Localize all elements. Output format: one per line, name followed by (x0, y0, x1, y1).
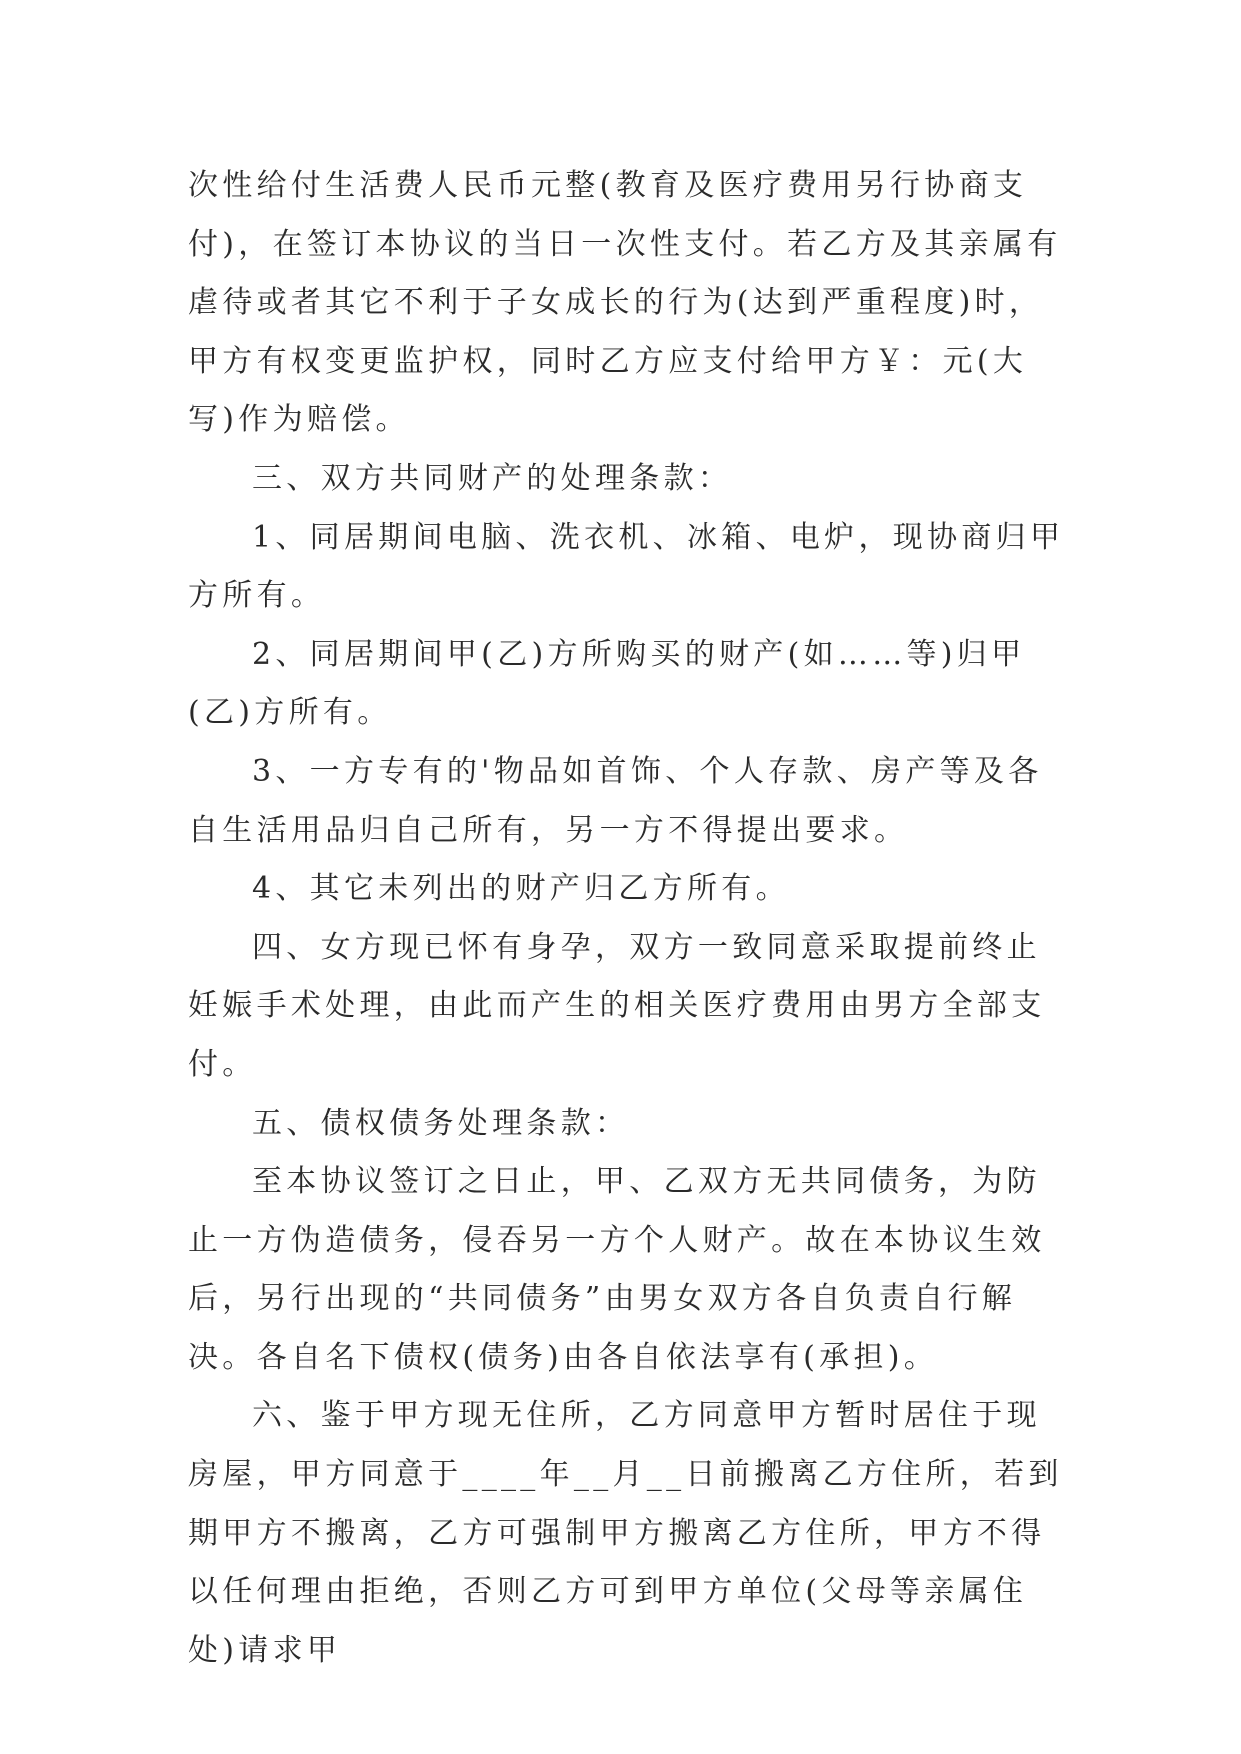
paragraph-living-expenses: 次性给付生活费人民币元整(教育及医疗费用另行协商支付)，在签订本协议的当日一次性支付。若乙方及其亲属有虐待或者其它不利于子女成长的行为(达到严重程度)时，甲方有权变更监护权，同时乙方应支付给甲方￥：元(大写)作为赔偿。 (188, 168, 1062, 438)
debt-clause-paragraph: 至本协议签订之日止，甲、乙双方无共同债务，为防止一方伪造债务，侵吞另一方个人财产。故在本协议生效后，另行出现的“共同债务”由男女双方各自负责自行解决。各自名下债权(债务)由各自依法享有(承担)。 (188, 1164, 1046, 1375)
section-four-paragraph: 四、女方现已怀有身孕，双方一致同意采取提前终止妊娠手术处理，由此而产生的相关医疗费用由男方全部支付。 (188, 929, 1046, 1082)
property-clause-4: 4、其它未列出的财产归乙方所有。 (252, 871, 790, 907)
property-clause-3: 3、一方专有的'物品如首饰、个人存款、房产等及各自生活用品归自己所有，另一方不得提出要求。 (188, 753, 1043, 848)
document-body (188, 157, 1068, 1680)
property-clause-1: 1、同居期间电脑、洗衣机、冰箱、电炉，现协商归甲方所有。 (188, 519, 1065, 614)
section-five-heading: 五、债权债务处理条款： (252, 1105, 630, 1141)
property-clause-2: 2、同居期间甲(乙)方所购买的财产(如……等)归甲(乙)方所有。 (188, 636, 1026, 731)
section-three-heading: 三、双方共同财产的处理条款： (252, 460, 733, 496)
section-six-paragraph: 六、鉴于甲方现无住所，乙方同意甲方暂时居住于现房屋，甲方同意于____年__月__日前搬离乙方住所，若到期甲方不搬离，乙方可强制甲方搬离乙方住所，甲方不得以任何理由拒绝，否则乙方可到甲方单位(父母等亲属住处)请求甲 (188, 1398, 1063, 1668)
